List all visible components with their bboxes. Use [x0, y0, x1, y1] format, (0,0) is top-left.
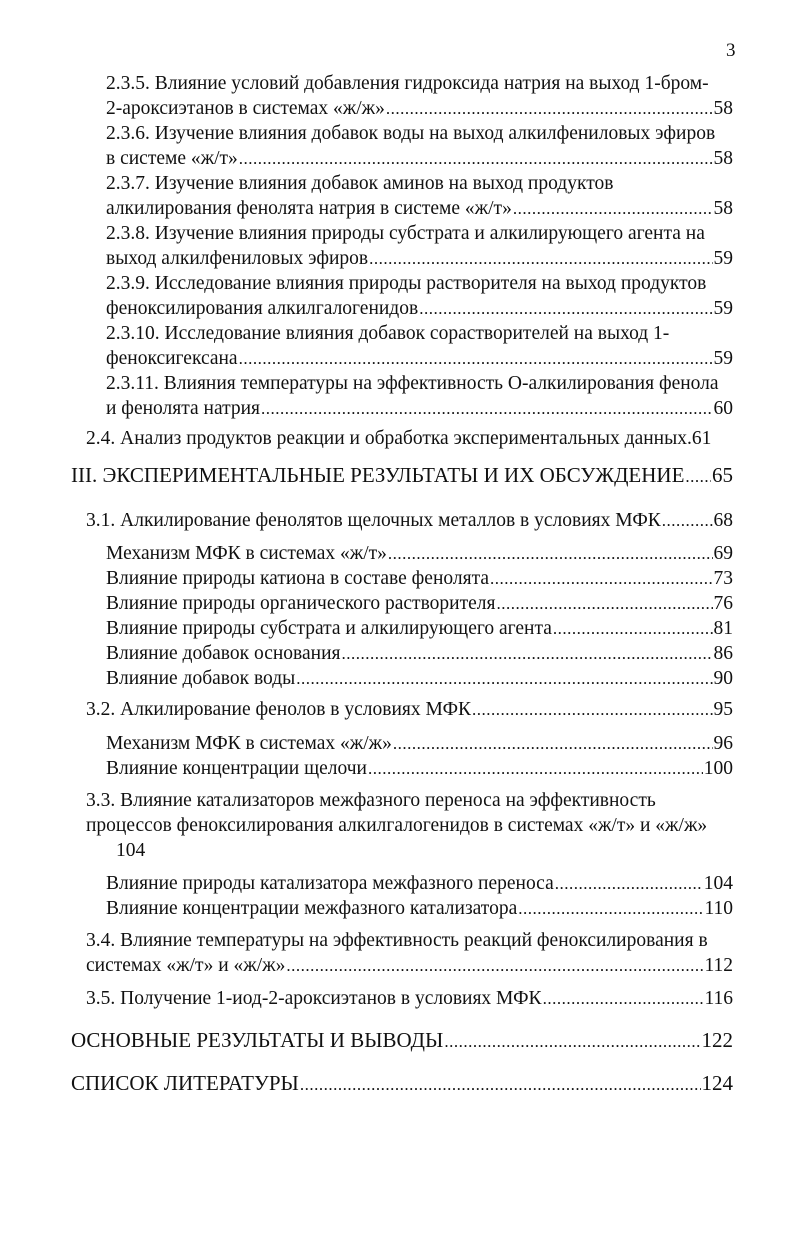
toc-entry-title: и фенолята натрия — [106, 398, 261, 419]
dot-leader — [239, 146, 713, 171]
toc-page-number: 116 — [704, 988, 733, 1009]
toc-entry-title: 3.5. Получение 1-иод-2-ароксиэтанов в условиях МФК — [86, 988, 542, 1009]
toc-entry-title: Влияние природы органического растворителя — [106, 593, 496, 614]
toc-page-number: 100 — [703, 758, 733, 779]
toc-entry — [106, 321, 733, 371]
dot-leader — [513, 196, 713, 221]
toc-page-number: 59 — [713, 248, 733, 269]
toc-page-number: 122 — [701, 1028, 733, 1052]
toc-entry-title: 2-ароксиэтанов в системах «ж/ж» — [106, 98, 385, 119]
toc-entry — [86, 788, 733, 863]
toc-entry-title: Влияние концентрации межфазного катализатора — [106, 898, 518, 919]
toc-entry — [106, 371, 733, 421]
toc-entry — [86, 697, 733, 722]
toc-entry-title: СПИСОК ЛИТЕРАТУРЫ — [71, 1071, 299, 1095]
toc-entry-title: ОСНОВНЫЕ РЕЗУЛЬТАТЫ И ВЫВОДЫ — [71, 1028, 444, 1052]
dot-leader — [239, 346, 713, 371]
toc-entry-title: процессов феноксилирования алкилгалогенидов в системах «ж/т» и «ж/ж» — [86, 815, 708, 836]
toc-entry-title: 2.3.6. Изучение влияния добавок воды на выход алкилфениловых эфиров — [106, 123, 716, 144]
toc-entry — [106, 756, 733, 781]
dot-leader — [444, 1029, 700, 1054]
toc-page-number: 112 — [704, 955, 733, 976]
toc-entry-title: алкилирования фенолята натрия в системе «ж/т» — [106, 198, 512, 219]
toc-entry — [106, 71, 733, 121]
toc-entry-title: феноксигексана — [106, 348, 238, 369]
toc-entry — [106, 641, 733, 666]
toc-entry-title: 3.4. Влияние температуры на эффективность реакций феноксилирования в — [86, 930, 708, 951]
toc-page-number: 96 — [713, 733, 733, 754]
toc-entry-title: феноксилирования алкилгалогенидов — [106, 298, 419, 319]
toc-entry-title: Влияние концентрации щелочи — [106, 758, 367, 779]
dot-leader — [386, 96, 713, 121]
toc-page-number: 69 — [713, 543, 733, 564]
toc-entry-title: 2.3.5. Влияние условий добавления гидроксида натрия на выход 1-бром- — [106, 73, 709, 94]
toc-entry — [106, 171, 733, 221]
toc-entry — [106, 666, 733, 691]
toc-page-number: 73 — [713, 568, 733, 589]
dot-leader — [300, 1072, 701, 1097]
dot-leader — [419, 296, 712, 321]
toc-page-number: 95 — [713, 699, 733, 720]
dot-leader — [662, 508, 713, 533]
toc-entry-title: 2.3.11. Влияния температуры на эффективность О-алкилирования фенола — [106, 373, 719, 394]
toc-entry-title: 2.3.7. Изучение влияния добавок аминов на выход продуктов — [106, 173, 614, 194]
toc-entry — [106, 591, 733, 616]
toc-entry-title: Влияние природы субстрата и алкилирующего агента — [106, 618, 552, 639]
dot-leader — [368, 756, 703, 781]
toc-entry — [106, 541, 733, 566]
toc-chapter — [71, 1071, 733, 1097]
dot-leader — [369, 246, 712, 271]
toc-page-number: 104 — [703, 873, 733, 894]
toc-chapter — [71, 463, 733, 489]
toc-page-number: 65 — [712, 463, 733, 487]
toc-entry — [86, 508, 733, 533]
dot-leader — [388, 541, 713, 566]
toc-entry-title: Влияние природы катиона в составе фенолята — [106, 568, 490, 589]
toc-entry — [86, 986, 733, 1011]
toc-entry-title: 2.3.9. Исследование влияния природы растворителя на выход продуктов — [106, 273, 707, 294]
dot-leader — [496, 591, 712, 616]
toc-entry-title: выход алкилфениловых эфиров — [106, 248, 369, 269]
toc-entry — [106, 121, 733, 171]
toc-entry-title: III. ЭКСПЕРИМЕНТАЛЬНЫЕ РЕЗУЛЬТАТЫ И ИХ ОБСУЖДЕНИЕ — [71, 463, 685, 487]
dot-leader — [393, 731, 713, 756]
toc-entry-title: Влияние природы катализатора межфазного переноса — [106, 873, 554, 894]
toc-page-number: 59 — [713, 348, 733, 369]
toc-entry — [106, 271, 733, 321]
toc-page-number: 81 — [713, 618, 733, 639]
dot-leader — [296, 666, 712, 691]
toc-page-number: 58 — [713, 148, 733, 169]
toc-entry — [86, 426, 733, 451]
toc-entry-title: 3.3. Влияние катализаторов межфазного переноса на эффективность — [86, 790, 656, 811]
dot-leader — [543, 986, 704, 1011]
toc-page-number: 68 — [713, 510, 733, 531]
toc-entry-title: Механизм МФК в системах «ж/т» — [106, 543, 387, 564]
toc-entry — [106, 221, 733, 271]
dot-leader — [553, 616, 713, 641]
dot-leader — [261, 396, 712, 421]
dot-leader — [490, 566, 712, 591]
toc-page-number: 104 — [116, 840, 146, 861]
toc-entry-title: 2.4. Анализ продуктов реакции и обработка экспериментальных данных. — [86, 428, 692, 449]
toc-entry — [106, 896, 733, 921]
toc-page-number: 59 — [713, 298, 733, 319]
toc-chapter — [71, 1028, 733, 1054]
toc-entry — [106, 616, 733, 641]
toc-page-number: 61 — [691, 428, 712, 449]
toc-entry-title: системах «ж/т» и «ж/ж» — [86, 955, 286, 976]
toc-page-number: 110 — [704, 898, 733, 919]
toc-entry — [86, 928, 733, 978]
toc-entry-title: в системе «ж/т» — [106, 148, 238, 169]
toc-page-number: 58 — [713, 198, 733, 219]
toc-entry — [106, 566, 733, 591]
toc-page-number: 58 — [713, 98, 733, 119]
toc-entry-title: Влияние добавок воды — [106, 668, 296, 689]
toc-entry-title: 3.2. Алкилирование фенолов в условиях МФК — [86, 699, 472, 720]
toc-entry — [106, 871, 733, 896]
toc-entry-title: Влияние добавок основания — [106, 643, 341, 664]
toc-entry-title: Механизм МФК в системах «ж/ж» — [106, 733, 392, 754]
dot-leader — [685, 464, 711, 489]
toc-entry-title: 2.3.8. Изучение влияния природы субстрата и алкилирующего агента на — [106, 223, 705, 244]
dot-leader — [555, 871, 703, 896]
dot-leader — [342, 641, 713, 666]
toc-entry-title: 3.1. Алкилирование фенолятов щелочных металлов в условиях МФК — [86, 510, 661, 531]
toc-page-number: 90 — [713, 668, 733, 689]
dot-leader — [472, 697, 712, 722]
toc-entry-title: 2.3.10. Исследование влияния добавок сорастворителей на выход 1- — [106, 323, 670, 344]
toc-page-number: 76 — [713, 593, 733, 614]
dot-leader — [286, 953, 703, 978]
toc-page-number: 86 — [713, 643, 733, 664]
dot-leader — [518, 896, 703, 921]
toc-page-number: 124 — [701, 1071, 733, 1095]
toc-page-number: 60 — [713, 398, 733, 419]
toc-entry — [106, 731, 733, 756]
page-number: 3 — [726, 40, 736, 61]
